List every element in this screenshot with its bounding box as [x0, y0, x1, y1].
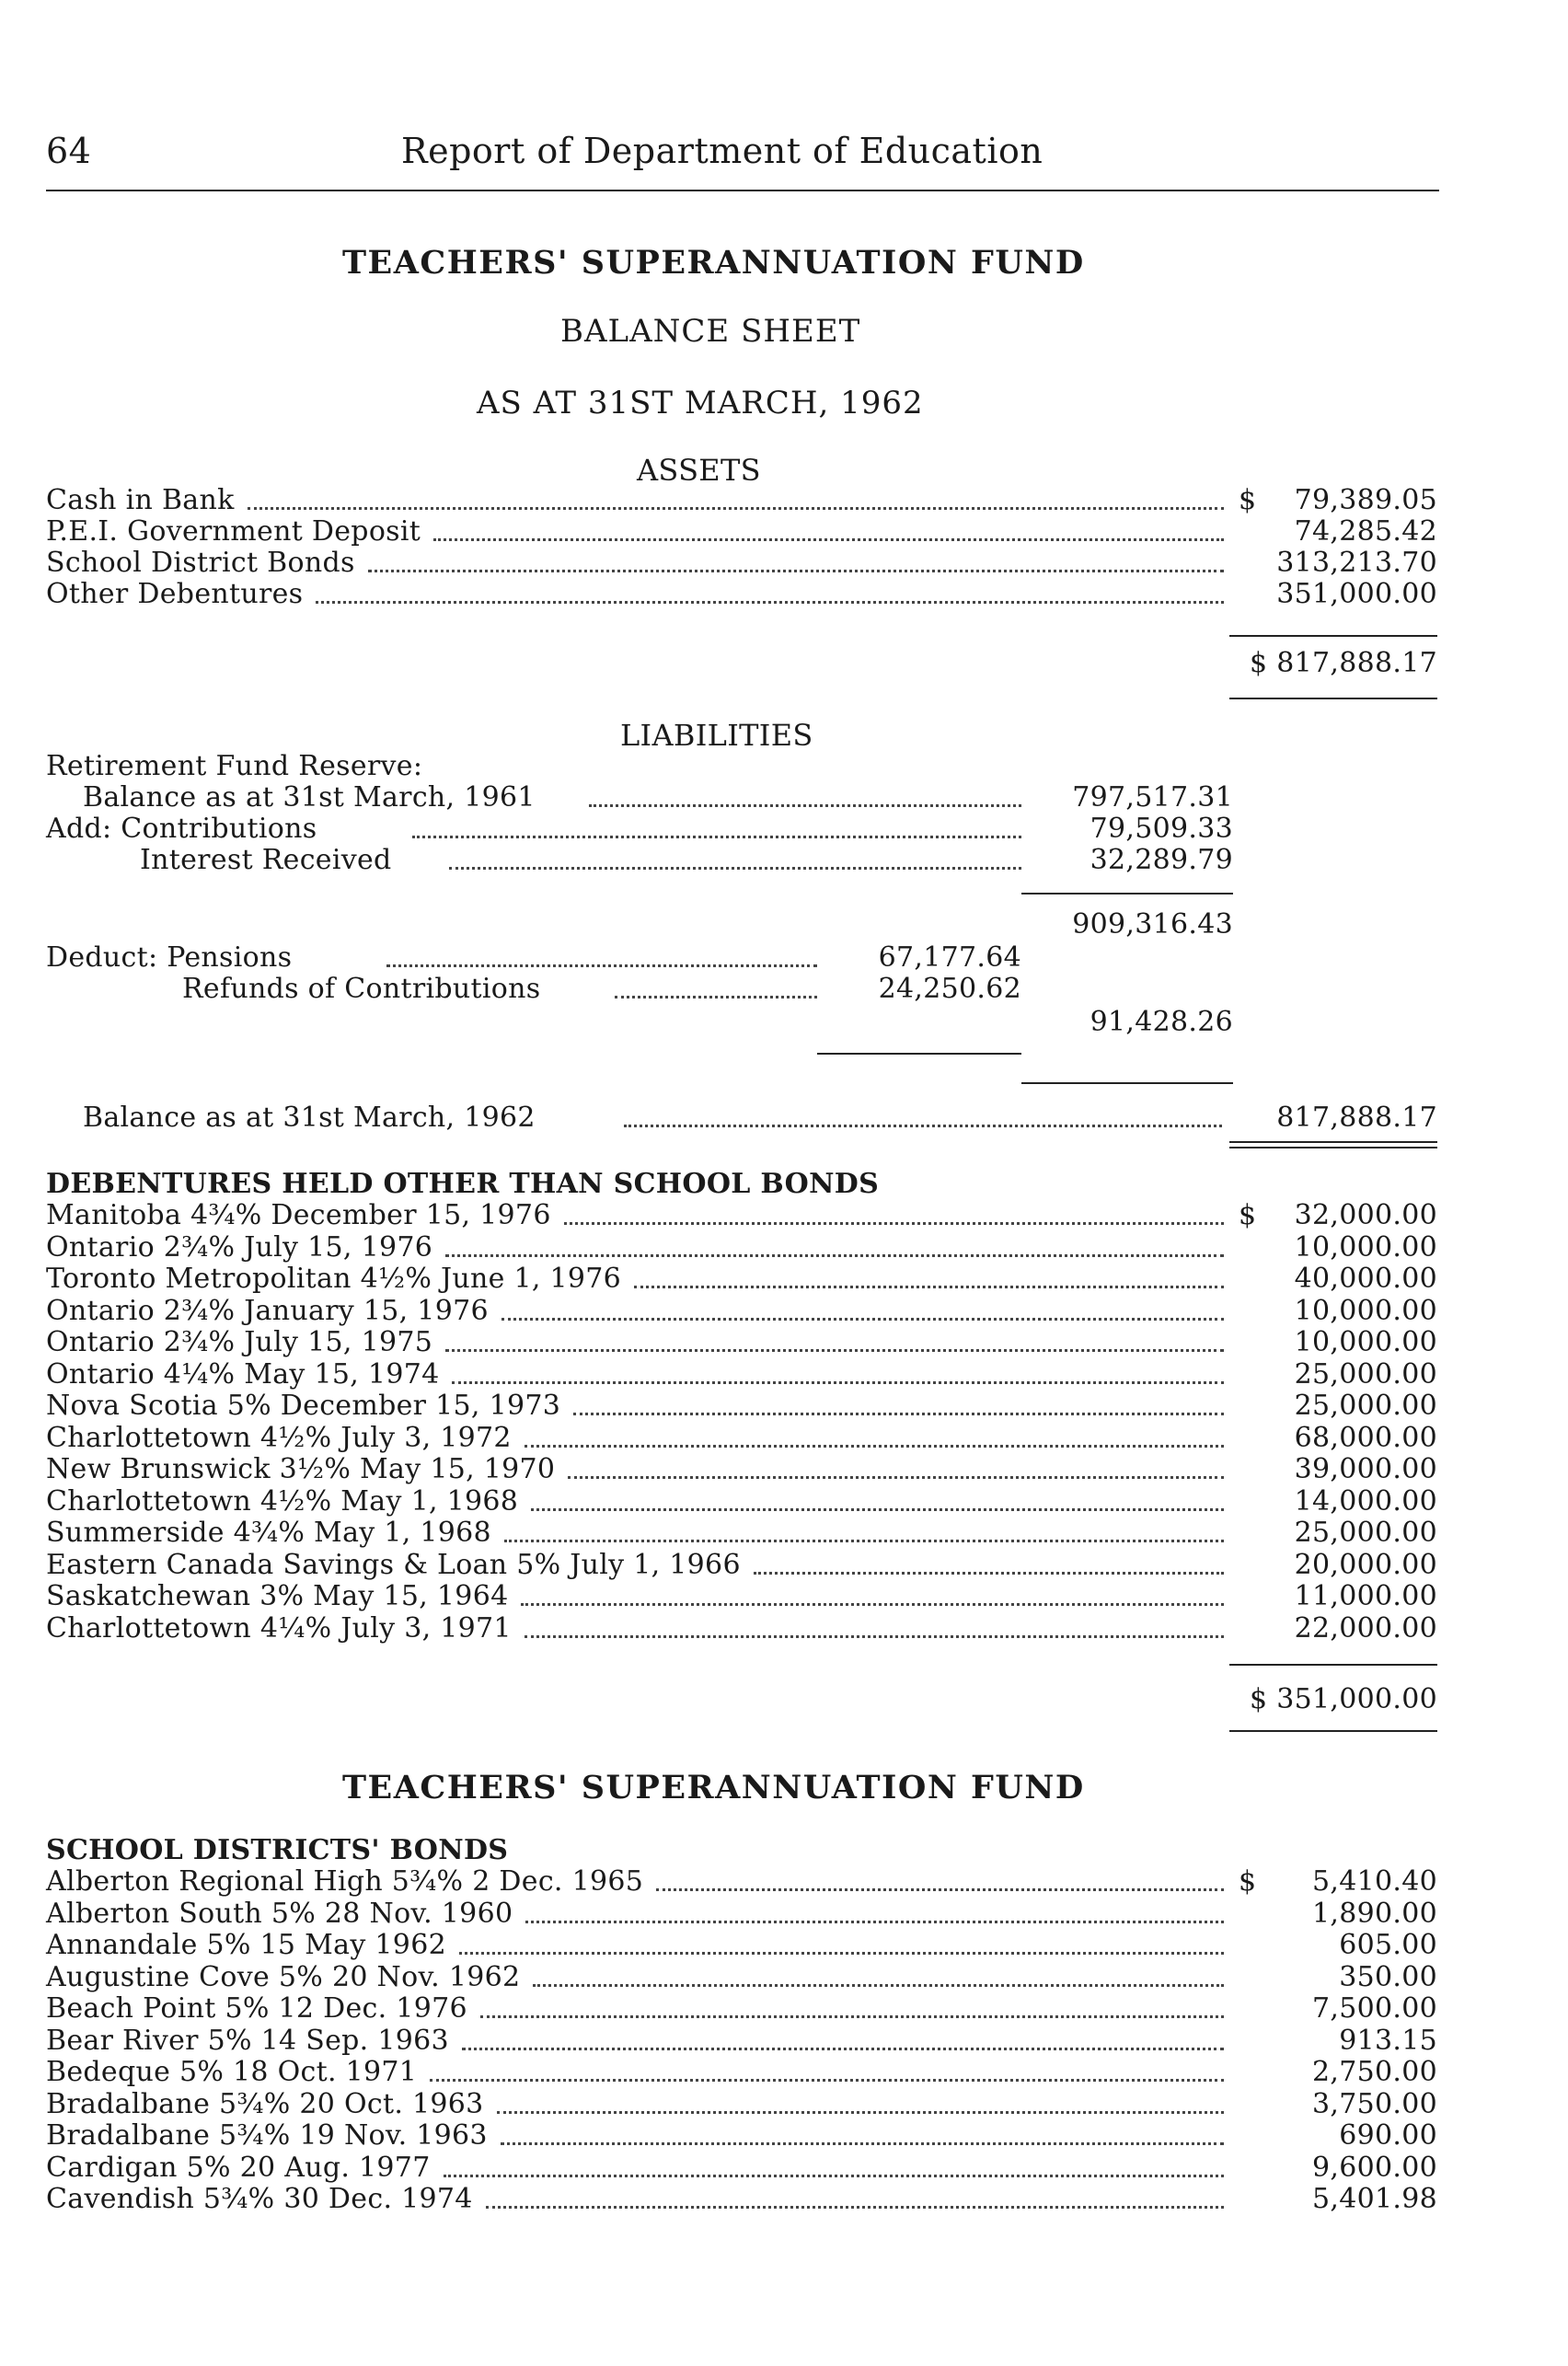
debenture-label: Ontario 4¼% May 15, 1974: [46, 1357, 440, 1391]
debenture-label: Eastern Canada Savings & Loan 5% July 1, 1966: [46, 1548, 741, 1581]
assets-total-rule: [1229, 698, 1437, 699]
running-title: Report of Department of Education: [401, 131, 1043, 171]
leader-dots: [497, 2111, 1224, 2114]
date-line: AS AT 31ST MARCH, 1962: [477, 385, 924, 421]
debenture-amount: 11,000.00: [1294, 1580, 1437, 1612]
debenture-label: Toronto Metropolitan 4½% June 1, 1976: [46, 1263, 622, 1295]
leader-dots: [502, 1318, 1224, 1321]
debenture-label: Ontario 2¾% July 15, 1975: [46, 1326, 433, 1358]
debentures-total-rule: [1229, 1730, 1437, 1732]
liabilities-rule: [1021, 1082, 1233, 1084]
debentures-rule: [1229, 1664, 1437, 1666]
debenture-amount: 25,000.00: [1294, 1390, 1437, 1422]
reserve-label: Retirement Fund Reserve:: [46, 750, 423, 782]
debenture-amount: 40,000.00: [1294, 1263, 1437, 1295]
debenture-label: New Brunswick 3½% May 15, 1970: [46, 1453, 556, 1485]
leader-dots: [452, 1381, 1224, 1384]
pensions-amount: 67,177.64: [878, 941, 1021, 974]
leader-dots: [504, 1540, 1224, 1542]
page-number: 64: [46, 131, 92, 171]
debenture-label: Charlottetown 4¼% July 3, 1971: [46, 1611, 512, 1645]
bond-amount: 3,750.00: [1312, 2087, 1437, 2120]
subtotal-rule: [1021, 893, 1233, 894]
debenture-label: Ontario 2¾% July 15, 1976: [46, 1230, 433, 1264]
debenture-label: Charlottetown 4½% July 3, 1972: [46, 1421, 512, 1454]
bond-label: Annandale 5% 15 May 1962: [46, 1929, 446, 1961]
balance-double-rule: [1229, 1141, 1437, 1148]
leader-dots: [430, 2079, 1224, 2082]
asset-label: Cash in Bank: [46, 484, 235, 516]
bond-label: Augustine Cove 5% 20 Nov. 1962: [46, 1960, 521, 1993]
leader-dots: [486, 2206, 1224, 2209]
bond-amount: 605.00: [1339, 1929, 1437, 1961]
fund-title: TEACHERS' SUPERANNUATION FUND: [342, 244, 1085, 282]
leader-dots: [656, 1888, 1224, 1891]
asset-label: School District Bonds: [46, 547, 355, 579]
bond-amount: 350.00: [1339, 1960, 1437, 1993]
debenture-amount: 14,000.00: [1294, 1484, 1437, 1518]
balance-1961-amount: 797,517.31: [1072, 781, 1233, 814]
debenture-label: Nova Scotia 5% December 15, 1973: [46, 1390, 561, 1422]
leader-dots: [368, 570, 1224, 572]
header-rule: [46, 190, 1439, 191]
bond-dollar-sign: $: [1239, 1865, 1257, 1898]
debenture-label: Manitoba 4¾% December 15, 1976: [46, 1199, 551, 1231]
debenture-amount: 39,000.00: [1294, 1453, 1437, 1485]
leader-dots: [445, 1254, 1224, 1257]
bond-amount: 5,410.40: [1312, 1865, 1437, 1898]
deductions-total: 91,428.26: [1090, 1006, 1233, 1038]
debenture-amount: 10,000.00: [1294, 1294, 1437, 1327]
bond-label: Alberton South 5% 28 Nov. 1960: [46, 1897, 513, 1930]
debenture-amount: 20,000.00: [1294, 1548, 1437, 1581]
leader-dots: [521, 1603, 1224, 1606]
balance-1962-amount: 817,888.17: [1276, 1102, 1437, 1134]
assets-total: $ 817,888.17: [1250, 647, 1437, 679]
debentures-heading: DEBENTURES HELD OTHER THAN SCHOOL BONDS: [46, 1168, 880, 1200]
deductions-rule: [817, 1053, 1021, 1055]
bond-label: Alberton Regional High 5¾% 2 Dec. 1965: [46, 1865, 644, 1898]
leader-dots: [248, 507, 1224, 510]
contributions-label: Add: Contributions: [46, 813, 317, 845]
bond-label: Bear River 5% 14 Sep. 1963: [46, 2024, 449, 2057]
leader-dots: [525, 1921, 1224, 1923]
refunds-amount: 24,250.62: [878, 973, 1021, 1005]
pensions-label: Deduct: Pensions: [46, 941, 293, 974]
debenture-label: Saskatchewan 3% May 15, 1964: [46, 1580, 509, 1612]
bond-amount: 913.15: [1339, 2024, 1437, 2057]
debenture-label: Charlottetown 4½% May 1, 1968: [46, 1484, 519, 1518]
interest-label: Interest Received: [140, 844, 392, 876]
asset-amount: 79,389.05: [1294, 484, 1437, 516]
bond-amount: 5,401.98: [1312, 2183, 1437, 2215]
leader-dots: [501, 2142, 1224, 2145]
bond-amount: 2,750.00: [1312, 2056, 1437, 2088]
assets-rule: [1229, 635, 1437, 637]
refunds-label: Refunds of Contributions: [182, 973, 541, 1005]
leader-dots: [459, 1952, 1224, 1955]
asset-label: Other Debentures: [46, 578, 304, 610]
bond-label: Bedeque 5% 18 Oct. 1971: [46, 2056, 418, 2088]
bond-amount: 690.00: [1339, 2119, 1437, 2152]
debenture-amount: 10,000.00: [1294, 1326, 1437, 1358]
liabilities-heading: LIABILITIES: [620, 718, 813, 753]
bond-label: Bradalbane 5¾% 20 Oct. 1963: [46, 2087, 484, 2120]
asset-amount: 313,213.70: [1276, 547, 1437, 579]
leader-dots: [462, 2048, 1224, 2050]
subtotal: 909,316.43: [1072, 908, 1233, 941]
leader-dots: [445, 1349, 1224, 1352]
asset-dollar-sign: $: [1239, 484, 1257, 516]
debenture-label: Summerside 4¾% May 1, 1968: [46, 1517, 491, 1549]
interest-amount: 32,289.79: [1090, 844, 1233, 876]
leader-dots: [531, 1508, 1224, 1511]
leader-dots: [564, 1222, 1224, 1225]
leader-dots: [754, 1572, 1224, 1575]
leader-dots: [444, 2175, 1224, 2177]
asset-amount: 74,285.42: [1294, 515, 1437, 548]
debentures-total: $ 351,000.00: [1250, 1683, 1437, 1715]
balance-sheet-title: BALANCE SHEET: [560, 313, 861, 350]
asset-amount: 351,000.00: [1276, 578, 1437, 610]
leader-dots: [568, 1476, 1224, 1479]
bond-amount: 7,500.00: [1312, 1992, 1437, 2025]
debenture-amount: 22,000.00: [1294, 1611, 1437, 1645]
debenture-amount: 32,000.00: [1294, 1199, 1437, 1231]
assets-heading: ASSETS: [637, 453, 761, 488]
debenture-amount: 68,000.00: [1294, 1421, 1437, 1454]
bond-amount: 1,890.00: [1312, 1897, 1437, 1930]
leader-dots: [433, 538, 1224, 541]
bonds-heading: SCHOOL DISTRICTS' BONDS: [46, 1834, 509, 1866]
balance-1962-label: Balance as at 31st March, 1962: [83, 1102, 536, 1134]
bond-label: Cavendish 5¾% 30 Dec. 1974: [46, 2183, 473, 2215]
leader-dots: [634, 1286, 1224, 1288]
debenture-amount: 25,000.00: [1294, 1517, 1437, 1549]
leader-dots: [480, 2015, 1224, 2018]
bond-label: Cardigan 5% 20 Aug. 1977: [46, 2151, 431, 2184]
balance-1961-label: Balance as at 31st March, 1961: [83, 781, 536, 814]
leader-dots: [525, 1445, 1224, 1448]
debenture-label: Ontario 2¾% January 15, 1976: [46, 1294, 489, 1327]
debenture-amount: 25,000.00: [1294, 1357, 1437, 1391]
asset-label: P.E.I. Government Deposit: [46, 515, 421, 548]
leader-dots: [525, 1635, 1224, 1638]
bond-label: Beach Point 5% 12 Dec. 1976: [46, 1992, 467, 2025]
debenture-dollar-sign: $: [1239, 1199, 1257, 1231]
bond-amount: 9,600.00: [1312, 2151, 1437, 2184]
contributions-amount: 79,509.33: [1090, 813, 1233, 845]
debenture-amount: 10,000.00: [1294, 1230, 1437, 1264]
leader-dots: [533, 1984, 1224, 1987]
bonds-fund-title: TEACHERS' SUPERANNUATION FUND: [342, 1769, 1085, 1806]
leader-dots: [573, 1413, 1224, 1415]
bond-label: Bradalbane 5¾% 19 Nov. 1963: [46, 2119, 488, 2152]
leader-dots: [316, 601, 1224, 604]
